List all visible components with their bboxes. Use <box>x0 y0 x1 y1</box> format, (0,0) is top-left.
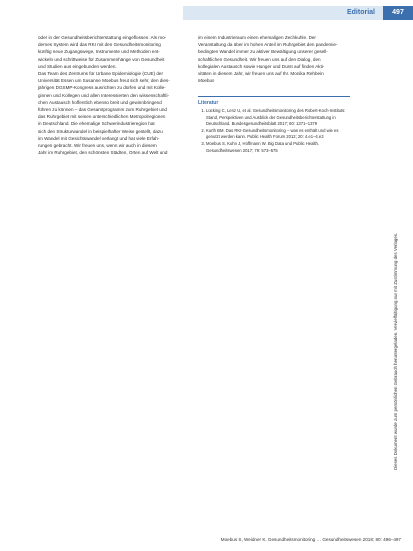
left-column <box>38 34 190 156</box>
text-line: kollegialen Austausch sowie Hunger und Durst auf finden Akti- <box>198 63 325 69</box>
text-line: das Ruhrgebiet mit seinen unterschiedlichen Metropolregionen <box>38 114 166 120</box>
text-line: Veranstaltung da über im hohen Anteil im Ruhrgebiet den pandemie- <box>198 42 338 48</box>
text-line: Jahr im Ruhrgebiet, den schönsten Städten, Orten auf Welt und <box>38 150 168 156</box>
text-line: Das Team des Zentrums für Urbane Epidemiologie (CUE) der <box>38 71 164 77</box>
reference-item: 3. Moebus S, Kuhn J, Hoffmann W. Big Data und Public Health. Gesundheitswesen 2017; 79: 573–575 <box>206 141 350 153</box>
reference-item: 2. Kurth BM. Das RKI-Gesundheitsmonitoring – was es enthält und wie es genutzt werden kann. Public Health Forum 2012; 20: 4.e1–4.e3 <box>206 128 350 140</box>
header-band <box>183 6 413 20</box>
text-line: künftig neue Zugangswege, Instrumente und Methoden ent- <box>38 49 160 55</box>
text-line: schaftlichen Gesundheit. Wir freuen uns auf den Dialog, den <box>198 56 321 62</box>
page-number: 497 <box>383 6 413 20</box>
text-line: sich den Strukturwandel in beispielhafter Weise gestellt, dazu <box>38 128 163 134</box>
right-column <box>198 34 350 155</box>
section-label: Editorial <box>346 9 375 16</box>
reference-item: 1. Lücking C, Lenz U, et al. Gesundheitsmonitoring des Robert-Koch-Instituts: Stand, Perspektiven und Ausblick der Gesundheitsberichterstattung in Deutschland. Bundesgesundheitsblatt 2017; 60: 1371–1379 <box>206 108 350 127</box>
text-line: und Studien aus eingebunden werden. <box>38 63 117 69</box>
text-line: dernes System wird das RKI mit den Gesundheitsmonitoring <box>38 42 161 48</box>
text-line: oder in der Gesundheitsberichterstattung eingeflossen. Als mo- <box>38 35 167 40</box>
text-line: jährigen DGSMP-Kongress ausrichten zu dürfen und mit Kolle- <box>38 85 166 91</box>
text-line: im einem Industrieraum einen ehemaligen Zechkuhle. Der <box>198 35 316 40</box>
text-line: Moebus <box>198 78 215 84</box>
footer-citation: Moebus S, Weidner K. Gesundheitsmonitoring … Gesundheitswesen 2018; 80: 496–497 <box>220 537 401 542</box>
copyright-side-note: Dieses Dokument wurde zum persönlichen Gebrauch heruntergeladen. Vervielfältigung nur mit Zustimmung des Verlages. <box>393 232 398 470</box>
text-line: rungen gebracht. Wir freuen uns, wenn wir auch in diesem <box>38 143 157 149</box>
reference-list <box>198 108 350 153</box>
references <box>198 96 350 153</box>
text-line: bedingten Wandel immer zu aktiver Bewältigung unserer gesell- <box>198 49 328 55</box>
text-line: chen Austausch hoffentlich ebenso breit und gewinnbringend <box>38 99 162 105</box>
text-line: ginnen und Kollegen und allen Interessierten den wissenschaftli- <box>38 92 170 98</box>
text-line: wickeln und schrittweise für Zusammenhänge von Gesundheit <box>38 56 165 62</box>
text-line: Universität Essen um Susanne Moebus freut sich sehr, den dies- <box>38 78 170 84</box>
text-line: in Deutschland. Die ehemalige Schwerindustrieregion hat <box>38 121 155 127</box>
text-line: führen zu können – das Gesamtprogramm zum Ruhrgebiet und <box>38 107 167 113</box>
text-line: vitäten in diesem Jahr, wir freuen uns auf Ihr. Monika Rehbein <box>198 71 324 77</box>
text-line: im Wandel mit Gesichtswandel verlangt und hat viele Erfah- <box>38 135 160 141</box>
references-title: Literatur <box>198 96 350 107</box>
